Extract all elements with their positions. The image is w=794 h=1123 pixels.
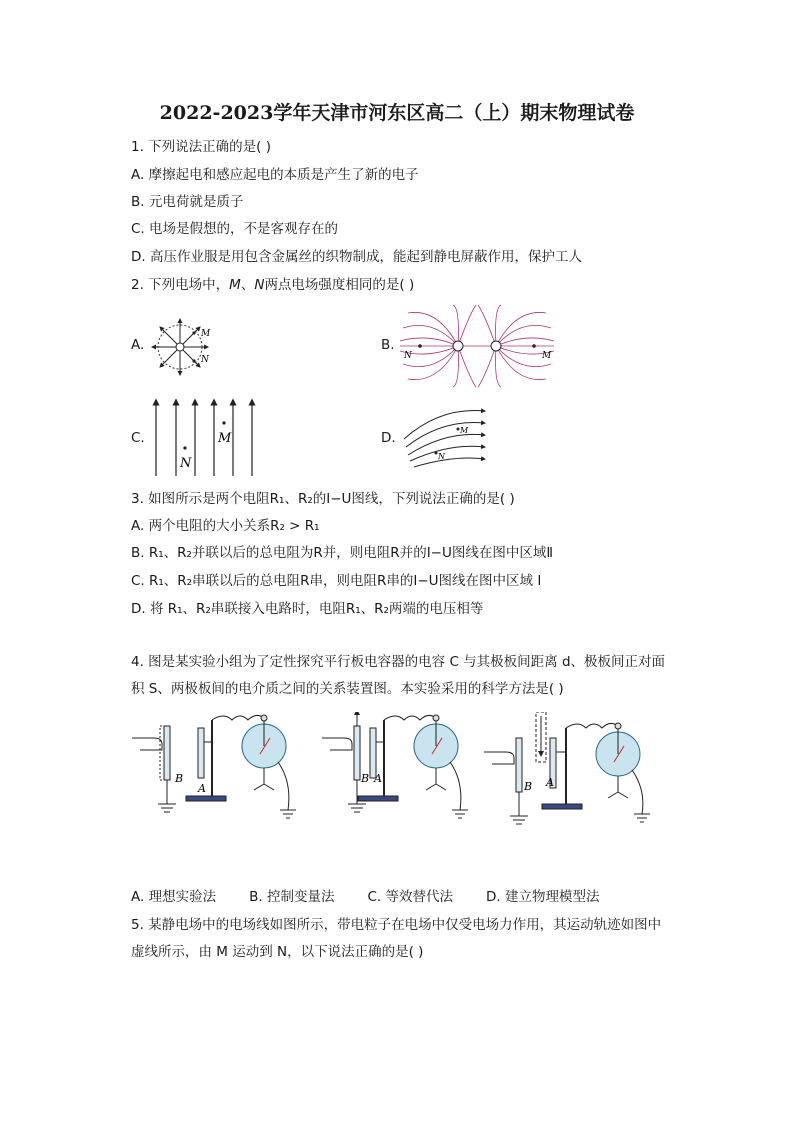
- q4-option-b: B. 控制变量法: [249, 889, 335, 905]
- plate-b-label: B: [175, 772, 184, 785]
- apparatus-panel-3: [484, 712, 650, 824]
- plate-a-label: A: [546, 776, 554, 789]
- q3-option-d: D. 将 R₁、R₂串联接入电路时，电阻R₁、R₂两端的电压相等: [131, 601, 484, 617]
- plate-b-ghost: [160, 726, 164, 780]
- q4-apparatus-figure: [128, 712, 664, 832]
- q1-stem: 1. 下列说法正确的是( ): [131, 139, 271, 155]
- plate-a: [370, 728, 376, 778]
- q1-option-d: D. 高压作业服是用包含金属丝的织物制成，能起到静电屏蔽作用，保护工人: [131, 249, 582, 265]
- plate-b: [354, 726, 360, 780]
- point-m-label: M: [218, 431, 232, 446]
- q3-stem: 3. 如图所示是两个电阻R₁、R₂的I−U图线，下列说法正确的是( ): [131, 491, 515, 507]
- point-n-dot: [183, 446, 186, 449]
- plate-b-label: B: [361, 772, 370, 785]
- connecting-wire: [212, 715, 264, 720]
- charge-left: [453, 341, 463, 351]
- q4-option-d: D. 建立物理模型法: [485, 889, 600, 905]
- apparatus-panel-1: [132, 715, 296, 818]
- q2-figure-d: [400, 403, 490, 469]
- q2-stem: 2. 下列电场中，M、N两点电场强度相同的是( ): [131, 277, 415, 293]
- q4-stem-line2: 积 S、两极板间的电介质之间的关系装置图。本实验采用的科学方法是( ): [131, 681, 564, 697]
- q1-option-c: C. 电场是假想的，不是客观存在的: [131, 221, 339, 237]
- q2-label-c: C.: [131, 430, 145, 446]
- plate-b-label: B: [524, 780, 533, 793]
- point-m-dot: [532, 344, 536, 348]
- stand-base: [542, 804, 582, 809]
- point-n-label: N: [180, 456, 192, 471]
- plate-a-label: A: [198, 782, 206, 795]
- point-n-dot: [192, 359, 195, 362]
- q2-label-a: A.: [131, 337, 145, 353]
- q5-stem-line1: 5. 某静电场中的电场线如图所示，带电粒子在电场中仅受电场力作用，其运动轨迹如图中: [131, 917, 662, 933]
- point-n-label: N: [201, 355, 209, 365]
- q4-options: [131, 888, 632, 906]
- point-m-label: M: [201, 329, 211, 339]
- q4-option-a: A. 理想实验法: [131, 889, 217, 905]
- point-n-label: N: [438, 452, 445, 461]
- point-n-dot: [418, 344, 422, 348]
- plate-a: [198, 728, 204, 778]
- charge-right: [491, 341, 501, 351]
- q3-option-a: A. 两个电阻的大小关系R₂ > R₁: [131, 518, 320, 534]
- connecting-wire: [566, 723, 618, 728]
- plate-a-label: A: [374, 772, 382, 785]
- point-m-dot: [222, 421, 225, 424]
- hand-icon: [484, 752, 514, 764]
- point-charge: [176, 343, 184, 351]
- q2-figure-c: [150, 396, 260, 478]
- stand-base: [186, 796, 226, 801]
- q3-option-b: B. R₁、R₂并联以后的总电阻为R并，则电阻R并的I−U图线在图中区域Ⅱ: [131, 545, 554, 561]
- point-n-label: N: [404, 351, 412, 361]
- connecting-wire: [384, 715, 436, 720]
- q2-figure-b: [398, 303, 558, 389]
- q2-figure-a: [150, 313, 220, 383]
- q1-option-a: A. 摩擦起电和感应起电的本质是产生了新的电子: [131, 167, 419, 183]
- hand-icon: [322, 738, 352, 750]
- point-m-label: M: [542, 351, 552, 361]
- q4-stem-line1: 4. 图是某实验小组为了定性探究平行板电容器的电容 C 与其极板间距离 d、极板间正对面: [131, 654, 666, 670]
- stand-base: [358, 796, 398, 801]
- plate-b: [516, 738, 522, 792]
- uniform-field-lines: [156, 402, 252, 476]
- point-m-dot: [192, 331, 195, 334]
- q2-label-d: D.: [381, 430, 396, 446]
- q4-option-c: C. 等效替代法: [367, 889, 453, 905]
- point-m-label: M: [460, 426, 469, 435]
- hand-icon: [132, 738, 162, 750]
- q1-option-b: B. 元电荷就是质子: [131, 194, 244, 210]
- q2-label-b: B.: [381, 337, 395, 353]
- q3-option-c: C. R₁、R₂串联以后的总电阻R串，则电阻R串的I−U图线在图中区域 I: [131, 573, 542, 589]
- page-title: 2022-2023学年天津市河东区高二（上）期末物理试卷: [159, 102, 635, 124]
- q5-stem-line2: 虚线所示，由 M 运动到 N，以下说法正确的是( ): [131, 944, 424, 960]
- apparatus-panel-2: [322, 712, 468, 818]
- plate-b: [164, 726, 170, 780]
